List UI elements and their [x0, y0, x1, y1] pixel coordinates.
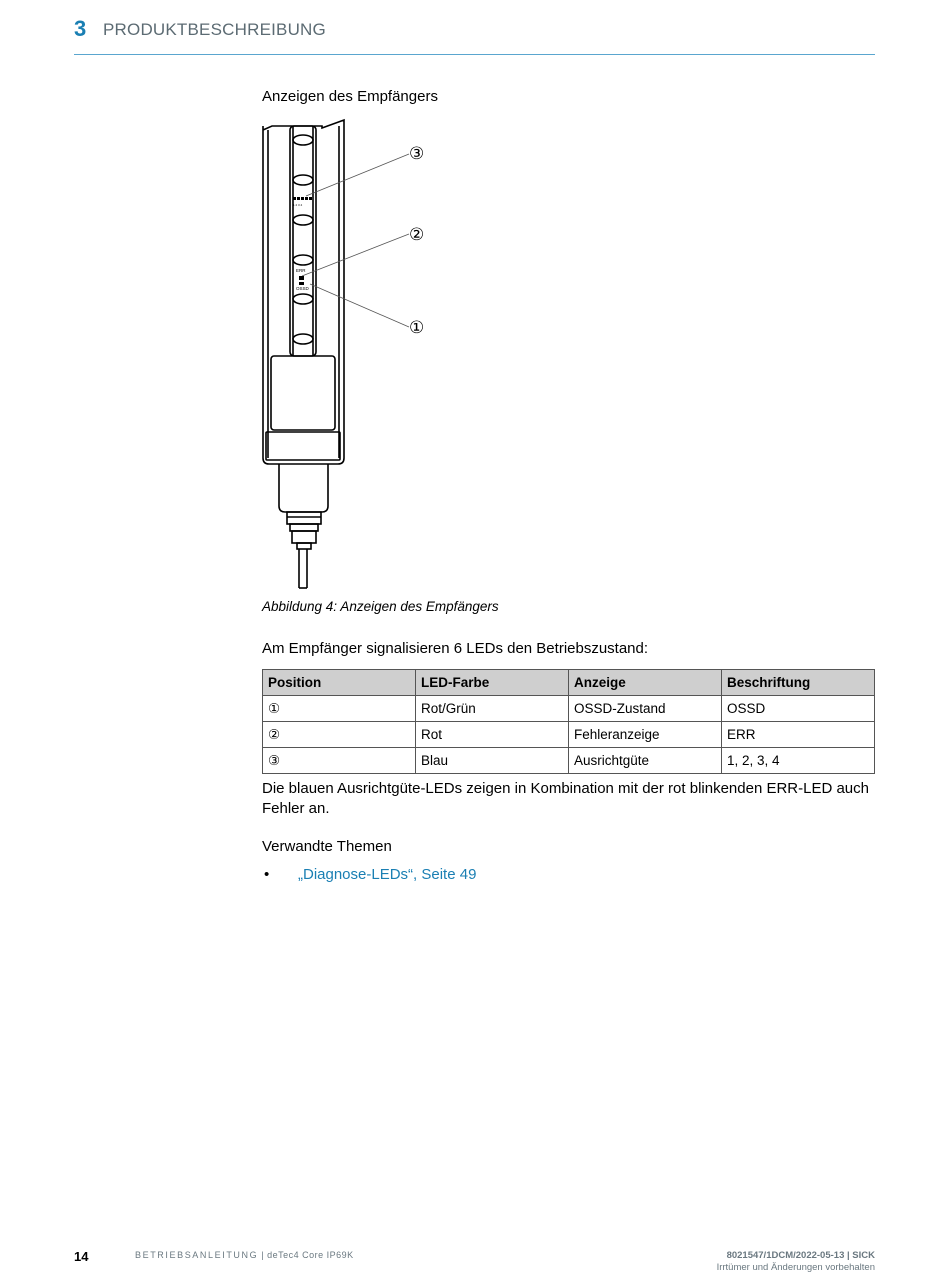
table-cell: 1, 2, 3, 4 [722, 748, 875, 774]
callout-1: ① [409, 318, 425, 338]
bullet-icon: • [264, 866, 270, 883]
table-row [263, 748, 875, 774]
table-cell: ② [263, 722, 416, 748]
footer-disclaimer: Irrtümer und Änderungen vorbehalten [716, 1262, 875, 1273]
chapter-title: PRODUKTBESCHREIBUNG [103, 20, 326, 39]
page-number: 14 [74, 1249, 89, 1264]
alignment-led-label: 1 2 3 4 [293, 203, 303, 207]
table-cell: ERR [722, 722, 875, 748]
footer-doc-type: BETRIEBSANLEITUNG [135, 1250, 259, 1260]
column-header-display: Anzeige [569, 670, 722, 696]
footer-document-info [135, 1250, 354, 1260]
intro-paragraph: Am Empfänger signalisieren 6 LEDs den Betriebszustand: [262, 640, 649, 657]
section-sub-heading: Anzeigen des Empfängers [262, 88, 438, 105]
table-row [263, 722, 875, 748]
table-cell: Rot/Grün [416, 696, 569, 722]
led-table [262, 669, 875, 774]
chapter-number: 3 [74, 16, 87, 41]
footer-separator: | [258, 1250, 268, 1260]
page-header [74, 16, 875, 55]
footer-right [717, 1250, 875, 1274]
footer-doc-id: 8021547/1DCM/2022-05-13 | SICK [726, 1250, 875, 1261]
callout-3: ③ [409, 144, 425, 164]
column-header-led-color: LED-Farbe [416, 670, 569, 696]
table-cell: Rot [416, 722, 569, 748]
table-cell: ③ [263, 748, 416, 774]
footer-product: deTec4 Core IP69K [267, 1250, 354, 1260]
callout-2: ② [409, 225, 425, 245]
table-cell: OSSD [722, 696, 875, 722]
diagnose-leds-link[interactable]: „Diagnose-LEDs“, Seite 49 [298, 866, 477, 883]
column-header-position: Position [263, 670, 416, 696]
table-cell: OSSD-Zustand [569, 696, 722, 722]
related-topics-heading: Verwandte Themen [262, 838, 392, 855]
table-header-row [263, 670, 875, 696]
err-led-label: ERR [296, 268, 306, 273]
column-header-label: Beschriftung [722, 670, 875, 696]
table-cell: Fehleranzeige [569, 722, 722, 748]
ossd-led-label: OSSD [296, 286, 309, 291]
table-cell: Ausrichtgüte [569, 748, 722, 774]
receiver-led-diagram [262, 116, 462, 592]
table-cell: ① [263, 696, 416, 722]
figure-caption: Abbildung 4: Anzeigen des Empfängers [262, 599, 499, 614]
table-row [263, 696, 875, 722]
note-paragraph: Die blauen Ausrichtgüte-LEDs zeigen in Kombination mit der rot blinkenden ERR-LED auch Fehler an. [262, 780, 869, 817]
table-cell: Blau [416, 748, 569, 774]
